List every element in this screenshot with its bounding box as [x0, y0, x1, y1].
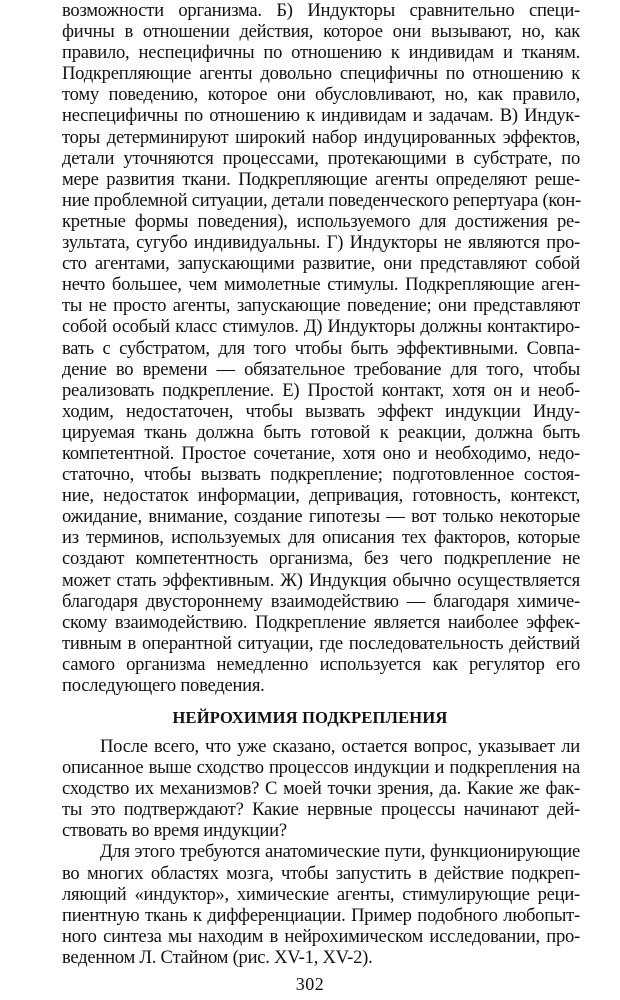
text-line: тому поведению, которое они обусловливают, но, как правило, — [62, 84, 580, 106]
text-line: реализовать подкрепление. Е) Простой контакт, хотя он и необ- — [62, 379, 580, 401]
text-line: описанное выше сходство процессов индукции и подкрепления на — [62, 757, 580, 779]
page-number: 302 — [295, 974, 325, 994]
text-line: мере развития ткани. Подкрепляющие агенты определяют реше- — [62, 168, 580, 190]
text-line: ние проблемной ситуации, детали поведенческого репертуара (кон- — [62, 189, 581, 211]
text-line — [62, 841, 580, 862]
text-line: ходим, недостаточен, чтобы вызвать эффект индукции Инду- — [62, 400, 580, 422]
text-line: ние, недостаток информации, депривация, готовность, контекст, — [62, 485, 580, 507]
text-line: возможности организма. Б) Индукторы сравнительно специ- — [62, 0, 580, 21]
text-line: ты не просто агенты, запускающие поведение; они представляют — [62, 295, 580, 317]
text-line: Подкрепляющие агенты довольно специфичны по отношению к — [62, 63, 580, 85]
text-line-content: Для этого требуются анатомические пути, функционирующие — [100, 841, 580, 863]
text-line: кретные формы поведения), используемого для достижения ре- — [62, 210, 580, 232]
text-line: зультата, сугубо индивидуальны. Г) Индукторы не являются про- — [62, 232, 580, 254]
text-line: пиентную ткань к дифференциации. Пример подобного любопыт- — [62, 904, 580, 926]
text-line: создают компетентность организма, без чего подкрепление не — [62, 548, 580, 570]
text-line — [62, 736, 580, 757]
text-line: сходство их механизмов? С моей точки зрения, да. Какие же фак- — [62, 778, 580, 800]
text-line: дение во времени — обязательное требование для того, чтобы — [62, 358, 580, 380]
text-line: фичны в отношении действия, которое они вызывают, но, как — [62, 21, 580, 43]
text-line-content: После всего, что уже сказано, остается вопрос, указывает ли — [100, 736, 580, 757]
text-line: самого организма немедленно используется как регулятор его — [62, 653, 580, 675]
text-line: торы детерминируют широкий набор индуцированных эффектов, — [62, 126, 580, 148]
text-line: нечто большее, чем мимолетные стимулы. Подкрепляющие аген- — [62, 274, 580, 296]
text-line: веденном Л. Стайном (рис. XV-1, XV-2). — [62, 946, 373, 968]
text-line: статочно, чтобы вызвать подкрепление; подготовленное состоя- — [62, 464, 580, 486]
text-line: последующего поведения. — [62, 675, 265, 696]
text-line: собой особый класс стимулов. Д) Индукторы должны контактиро- — [62, 316, 580, 338]
text-line: сто агентами, запускающими развитие, они представляют собой — [62, 253, 580, 275]
text-line: цируемая ткань должна быть готовой к реакции, должна быть — [62, 421, 580, 443]
text-line: правило, неспецифичны по отношению к индивидам и тканям. — [62, 42, 580, 64]
text-line: ствовать во время индукции? — [62, 820, 287, 842]
text-line: ожидание, внимание, создание гипотезы — вот только некоторые — [62, 506, 580, 528]
text-line: во многих областях мозга, чтобы запустить в действие подкреп- — [62, 862, 580, 884]
text-line: из терминов, используемых для описания тех факторов, которые — [62, 527, 580, 549]
text-line: ляющий «индуктор», химические агенты, стимулирующие реци- — [62, 883, 580, 905]
section-heading: НЕЙРОХИМИЯ ПОДКРЕПЛЕНИЯ — [172, 708, 448, 727]
text-line: тивным в оперантной ситуации, где последовательность действий — [62, 632, 580, 654]
text-line: компетентной. Простое сочетание, хотя оно и необходимо, недо- — [62, 442, 580, 464]
text-line: ты это подтверждают? Какие нервные процессы начинают дей- — [62, 799, 580, 821]
text-line: детали уточняются процессами, протекающими в субстрате, по — [62, 147, 580, 169]
text-line: ного синтеза мы находим в нейрохимическом исследовании, про- — [62, 925, 580, 947]
text-line: благодаря двустороннему взаимодействию — благодаря химиче- — [62, 590, 580, 612]
text-line: может стать эффективным. Ж) Индукция обычно осуществляется — [62, 569, 580, 591]
text-line: вать с субстратом, для того чтобы быть эффективными. Совпа- — [62, 337, 580, 359]
text-line: неспецифичны по отношению к индивидам и задачам. В) Индук- — [62, 105, 580, 127]
body-text-top — [62, 0, 580, 696]
text-line: скому взаимодействию. Подкрепление является наиболее эффек- — [62, 611, 580, 633]
body-text-section — [62, 736, 580, 968]
